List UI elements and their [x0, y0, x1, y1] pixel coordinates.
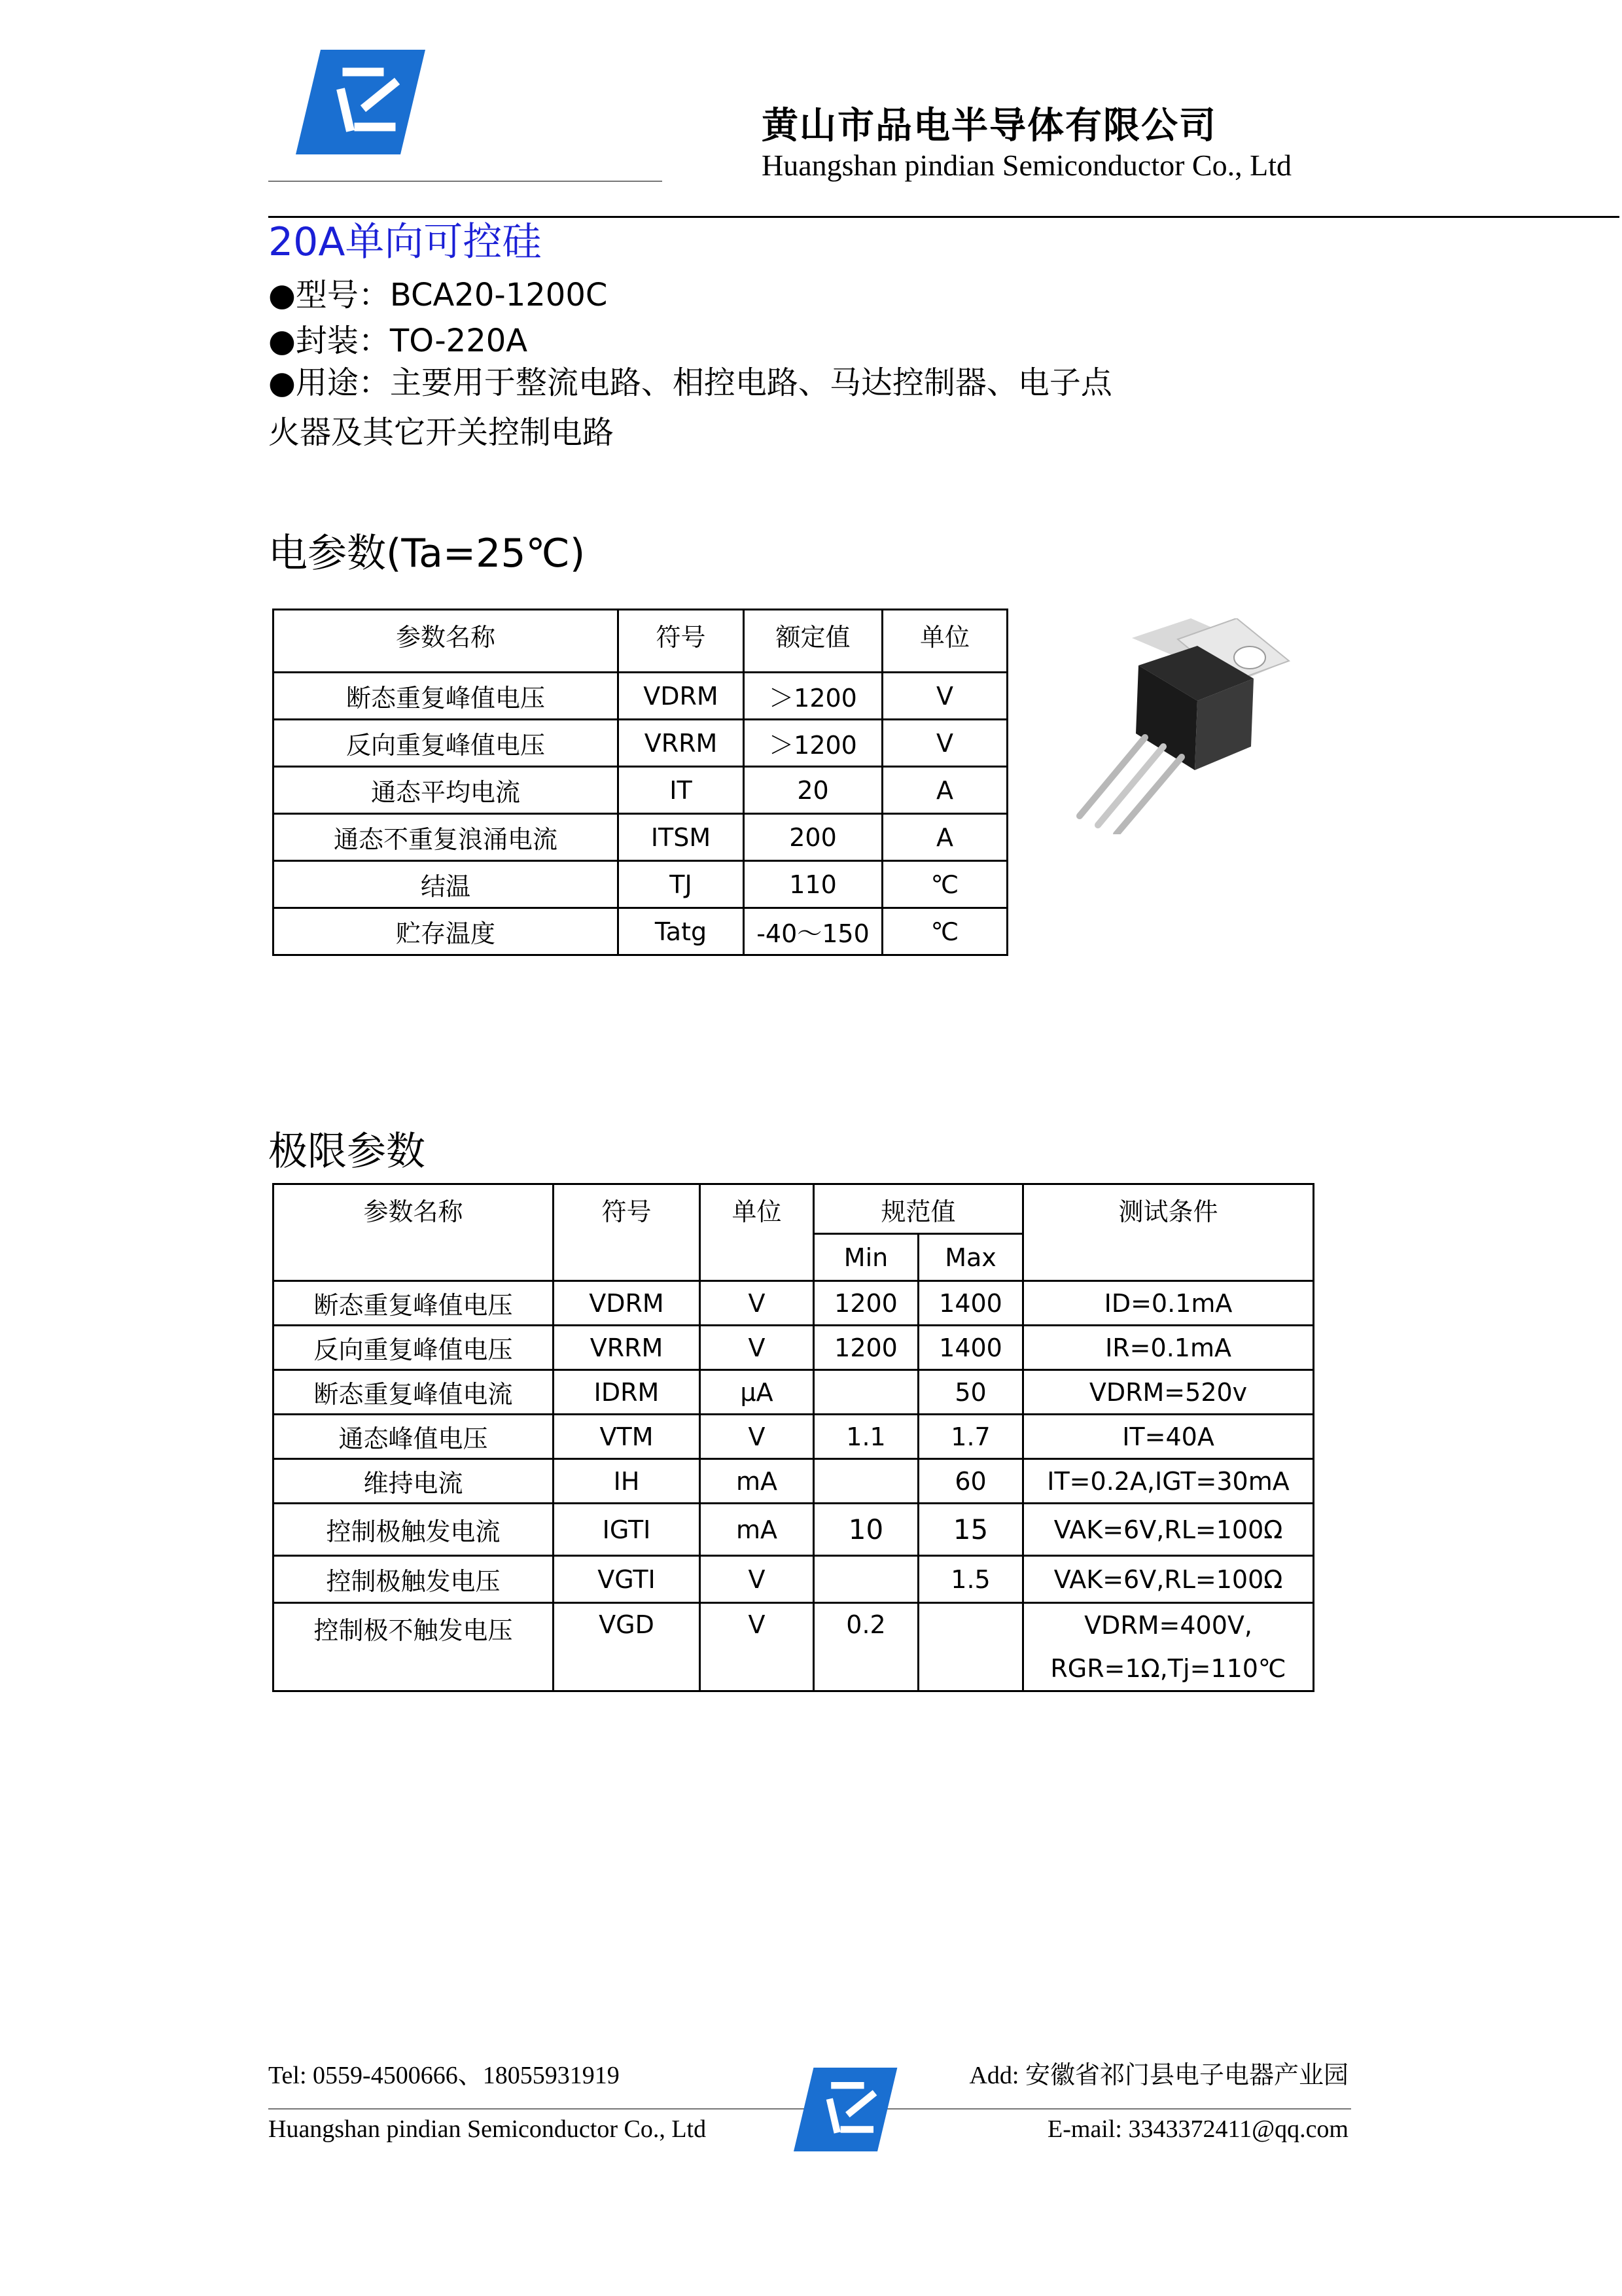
cell-max: 15	[919, 1504, 1023, 1556]
cell-condition: ID=0.1mA	[1023, 1281, 1314, 1326]
table-row	[273, 767, 1008, 814]
company-name-cn: 黄山市品电半导体有限公司	[762, 106, 1217, 147]
header-param-name: 参数名称	[273, 1184, 554, 1281]
package-label: ●封装：	[268, 323, 390, 359]
usage-line-2: 火器及其它开关控制电路	[268, 414, 614, 451]
header-unit: 单位	[883, 610, 1008, 673]
cell-name: 维持电流	[273, 1459, 554, 1504]
cell-max: 60	[919, 1459, 1023, 1504]
cell-name: 控制极触发电流	[273, 1504, 554, 1556]
cell-unit: V	[700, 1556, 814, 1603]
company-name-en: Huangshan pindian Semiconductor Co., Ltd	[762, 149, 1292, 182]
cell-unit: V	[883, 720, 1008, 767]
table-row	[273, 1370, 1314, 1415]
cell-name: 通态峰值电压	[273, 1415, 554, 1459]
limits-header-row-1	[273, 1184, 1314, 1234]
cell-symbol: Tatg	[618, 908, 744, 955]
table-row	[273, 1603, 1314, 1691]
cell-max: 50	[919, 1370, 1023, 1415]
table-row	[273, 1504, 1314, 1556]
table-row	[273, 720, 1008, 767]
cell-name: 反向重复峰值电压	[273, 720, 618, 767]
cell-name: 控制极不触发电压	[273, 1603, 554, 1691]
cell-unit: V	[700, 1415, 814, 1459]
model-line	[268, 270, 607, 315]
limits-heading: 极限参数	[268, 1129, 425, 1174]
cell-value: ＞1200	[744, 720, 883, 767]
cell-unit: V	[700, 1281, 814, 1326]
table-row	[273, 908, 1008, 955]
cell-min	[814, 1556, 919, 1603]
table-row	[273, 861, 1008, 908]
cell-name: 断态重复峰值电压	[273, 1281, 554, 1326]
header-param-name: 参数名称	[273, 610, 618, 673]
to220-package-image	[1060, 618, 1296, 834]
header-symbol: 符号	[554, 1184, 700, 1281]
cell-max: 1400	[919, 1281, 1023, 1326]
cell-condition: IT=0.2A,IGT=30mA	[1023, 1459, 1314, 1504]
cell-max	[919, 1603, 1023, 1691]
header-rated-value: 额定值	[744, 610, 883, 673]
cell-unit: A	[883, 814, 1008, 861]
electrical-table	[272, 609, 1008, 956]
cell-symbol: VDRM	[554, 1281, 700, 1326]
table-row	[273, 1326, 1314, 1370]
cell-symbol: IDRM	[554, 1370, 700, 1415]
condition-line-1: VDRM=400V,	[1084, 1611, 1252, 1640]
cell-name: 通态平均电流	[273, 767, 618, 814]
cell-symbol: IH	[554, 1459, 700, 1504]
company-logo	[296, 50, 427, 154]
table-row	[273, 1281, 1314, 1326]
cell-unit: ℃	[883, 861, 1008, 908]
cell-symbol: VRRM	[618, 720, 744, 767]
header-unit: 单位	[700, 1184, 814, 1281]
cell-unit: V	[700, 1326, 814, 1370]
package-line	[268, 315, 527, 361]
footer-logo	[794, 2068, 898, 2151]
cell-unit: mA	[700, 1459, 814, 1504]
cell-unit: ℃	[883, 908, 1008, 955]
header-test-condition: 测试条件	[1023, 1184, 1314, 1281]
condition-line-2: RGR=1Ω,Tj=110℃	[1050, 1654, 1286, 1683]
cell-name: 断态重复峰值电流	[273, 1370, 554, 1415]
cell-min: 1.1	[814, 1415, 919, 1459]
cell-name: 通态不重复浪涌电流	[273, 814, 618, 861]
cell-condition: VAK=6V,RL=100Ω	[1023, 1556, 1314, 1603]
table-row	[273, 673, 1008, 720]
cell-min: 1200	[814, 1326, 919, 1370]
package-value: TO-220A	[389, 323, 528, 359]
product-title: 20A单向可控硅	[268, 219, 542, 265]
model-label: ●型号：	[268, 277, 390, 313]
cell-condition: IR=0.1mA	[1023, 1326, 1314, 1370]
cell-min: 1200	[814, 1281, 919, 1326]
cell-symbol: IT	[618, 767, 744, 814]
header-spec-value: 规范值	[814, 1184, 1023, 1234]
header-logo-underline	[268, 181, 662, 182]
cell-symbol: IGTI	[554, 1504, 700, 1556]
cell-min: 0.2	[814, 1603, 919, 1691]
cell-unit: V	[883, 673, 1008, 720]
table-row	[273, 1459, 1314, 1504]
header-max: Max	[919, 1234, 1023, 1281]
footer-company-en: Huangshan pindian Semiconductor Co., Ltd	[268, 2115, 707, 2143]
cell-symbol: VGD	[554, 1603, 700, 1691]
cell-name: 控制极触发电压	[273, 1556, 554, 1603]
cell-max: 1.7	[919, 1415, 1023, 1459]
cell-symbol: VGTI	[554, 1556, 700, 1603]
table-row	[273, 1556, 1314, 1603]
electrical-header-row	[273, 610, 1008, 673]
cell-name: 反向重复峰值电压	[273, 1326, 554, 1370]
cell-name: 断态重复峰值电压	[273, 673, 618, 720]
cell-value: 20	[744, 767, 883, 814]
usage-line-1: ●用途：主要用于整流电路、相控电路、马达控制器、电子点	[268, 364, 1112, 401]
cell-value: 200	[744, 814, 883, 861]
cell-name: 结温	[273, 861, 618, 908]
footer-address: Add: 安徽省祁门县电子电器产业园	[969, 2062, 1349, 2089]
header-symbol: 符号	[618, 610, 744, 673]
cell-max: 1.5	[919, 1556, 1023, 1603]
limits-table	[272, 1183, 1314, 1692]
cell-symbol: ITSM	[618, 814, 744, 861]
cell-value: 110	[744, 861, 883, 908]
cell-value: -40～150	[744, 908, 883, 955]
cell-condition	[1023, 1603, 1314, 1691]
cell-max: 1400	[919, 1326, 1023, 1370]
model-value: BCA20-1200C	[389, 277, 608, 313]
cell-min: 10	[814, 1504, 919, 1556]
header-min: Min	[814, 1234, 919, 1281]
cell-condition: IT=40A	[1023, 1415, 1314, 1459]
cell-symbol: VRRM	[554, 1326, 700, 1370]
table-row	[273, 814, 1008, 861]
cell-unit: A	[883, 767, 1008, 814]
cell-condition: VAK=6V,RL=100Ω	[1023, 1504, 1314, 1556]
cell-symbol: VTM	[554, 1415, 700, 1459]
cell-unit: μA	[700, 1370, 814, 1415]
cell-name: 贮存温度	[273, 908, 618, 955]
cell-unit: V	[700, 1603, 814, 1691]
cell-unit: mA	[700, 1504, 814, 1556]
cell-symbol: VDRM	[618, 673, 744, 720]
cell-value: ＞1200	[744, 673, 883, 720]
footer-email: E-mail: 3343372411@qq.com	[1048, 2115, 1349, 2143]
cell-min	[814, 1370, 919, 1415]
cell-min	[814, 1459, 919, 1504]
cell-condition: VDRM=520v	[1023, 1370, 1314, 1415]
table-row	[273, 1415, 1314, 1459]
footer-tel: Tel: 0559-4500666、18055931919	[268, 2062, 620, 2089]
cell-symbol: TJ	[618, 861, 744, 908]
electrical-heading: 电参数(Ta=25℃)	[268, 531, 586, 576]
